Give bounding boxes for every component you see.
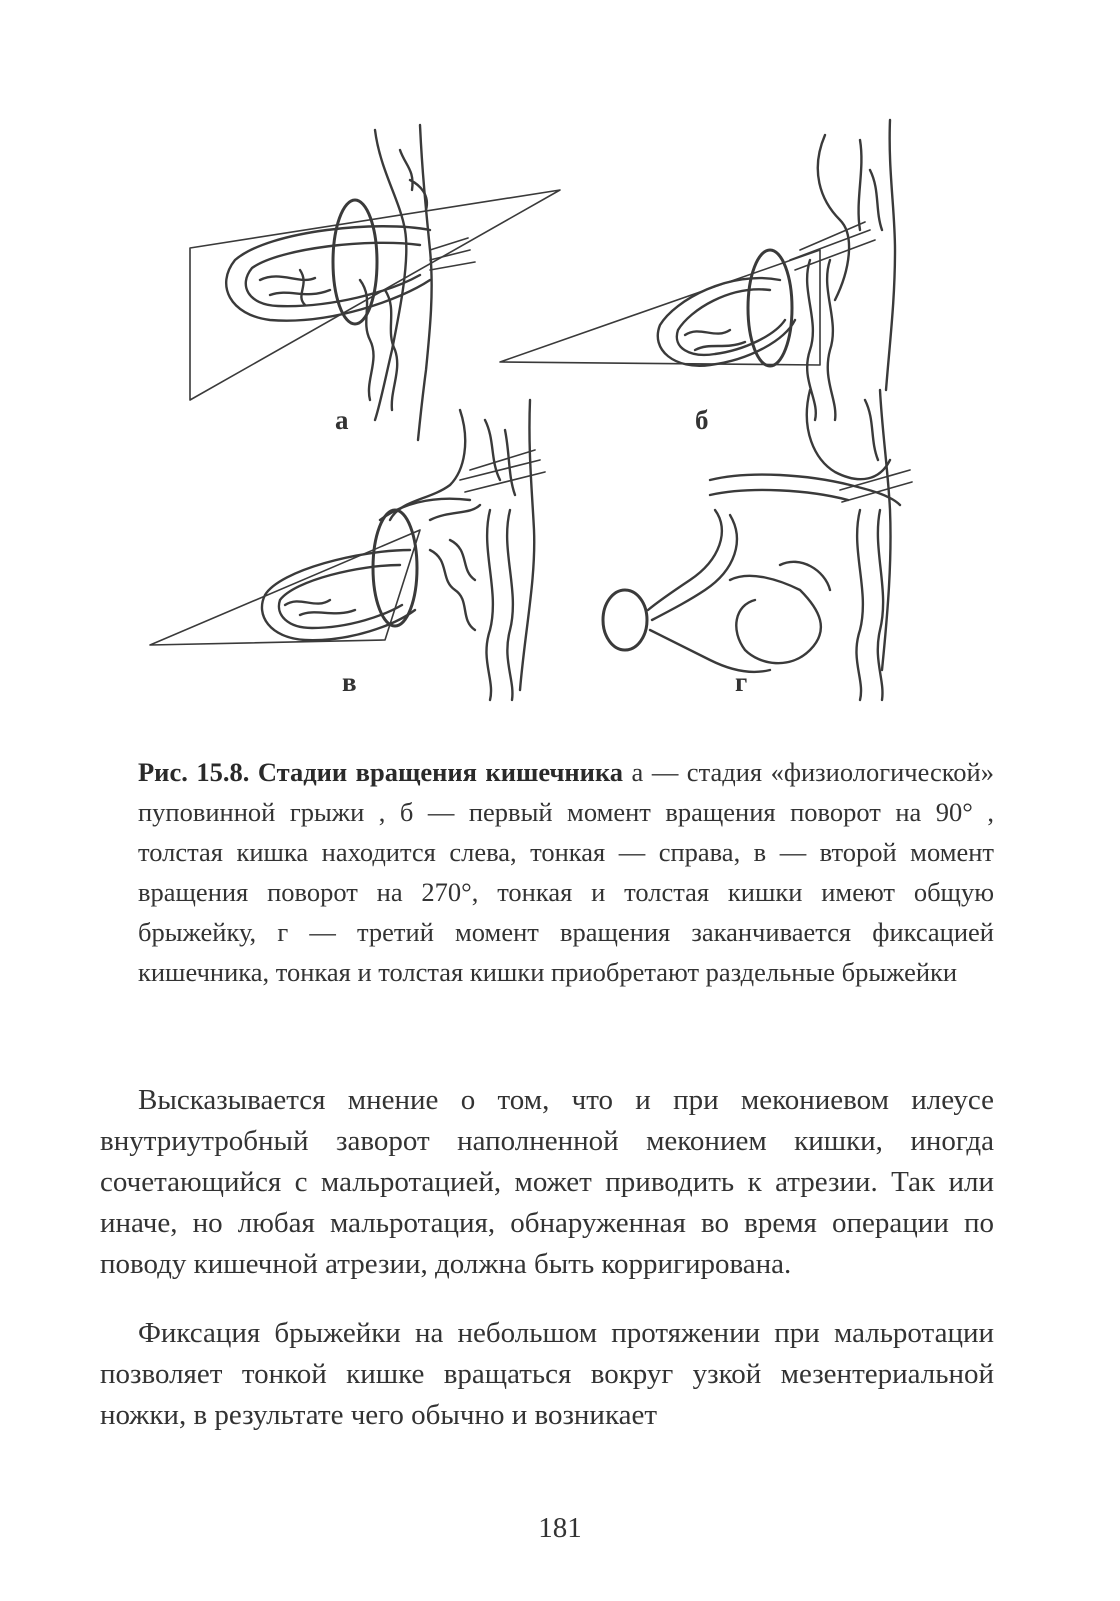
- caption-text: а — стадия «физиологической» пуповинной грыжи , б — первый момент вращения поворот на 90° , толстая кишка находится слева, тонкая — справа, в — второй момент вращения поворот на 270°, тонкая и толстая кишки имеют общую брыжейку, г — третий момент вращения заканчивается фиксацией кишечника, тонкая и толстая кишки приобретают раздельные брыжейки: [138, 757, 994, 987]
- panel-a-drawing: [190, 125, 560, 440]
- panel-b-drawing: [500, 120, 895, 420]
- intestinal-rotation-figure: [130, 110, 990, 710]
- panel-label-b: б: [695, 405, 709, 435]
- caption-label: Рис. 15.8. Стадии вращения кишечника: [138, 757, 624, 787]
- body-paragraph-2: Фиксация брыжейки на небольшом протяжении при мальротации позволяет тонкой кишке вращаться вокруг узкой мезентериальной ножки, в результате чего обычно и возникает: [100, 1317, 994, 1431]
- page-number: 181: [538, 1512, 582, 1544]
- panel-g-drawing: [603, 390, 912, 700]
- panel-label-g: г: [735, 667, 748, 697]
- figure-drawing: [130, 110, 990, 710]
- figure-caption: [138, 752, 994, 992]
- panel-label-v: в: [342, 667, 357, 697]
- panel-v-drawing: [150, 400, 545, 700]
- body-paragraph-1: Высказывается мнение о том, что и при мекониевом илеусе внутриутробный заворот наполненной меконием кишки, иногда сочетающийся с мальротацией, может приводить к атрезии. Так или иначе, но любая мальротация, обнаруженная во время операции по поводу кишечной атрезии, должна быть корригирована.: [100, 1084, 994, 1280]
- panel-label-a: а: [335, 405, 349, 435]
